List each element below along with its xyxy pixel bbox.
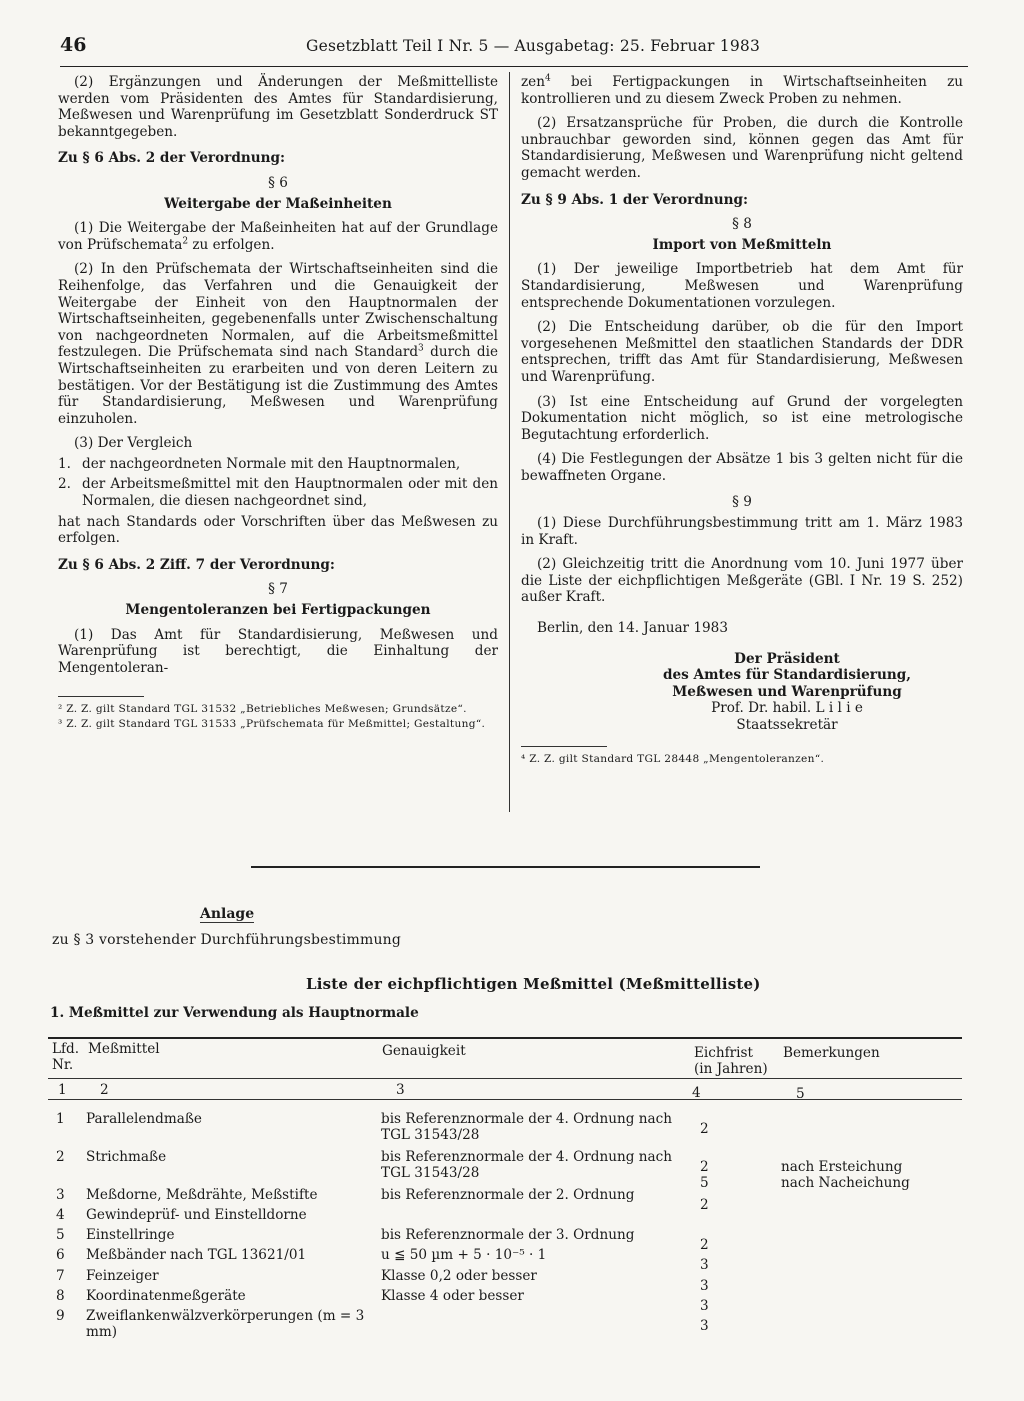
column-number: 4 <box>692 1085 701 1101</box>
paragraph-7-1-cont <box>521 74 963 107</box>
paragraph-6-3-cont: hat nach Standards oder Vorschriften über das Meßwesen zu erfolgen. <box>58 513 498 547</box>
paragraph-8-3: (3) Ist eine Entscheidung auf Grund der vorgelegten Dokumentation nicht möglich, so ist eine metrologische Begutachtung erforderlich. <box>521 393 963 443</box>
instrument-name: Meßbänder nach TGL 13621/01 <box>86 1247 307 1263</box>
paragraph-7-1: (1) Das Amt für Standardisierung, Meßwesen und Warenprüfung ist berechtigt, die Einhaltung der Mengentoleran- <box>58 626 498 676</box>
list-title: Liste der eichpflichtigen Meßmittel (Meßmittelliste) <box>306 975 761 993</box>
calibration-period: 3 <box>700 1257 709 1273</box>
page-header <box>60 32 968 67</box>
calibration-period: 2 <box>700 1121 709 1137</box>
list-item <box>58 456 498 473</box>
footnote-3: ³ Z. Z. gilt Standard TGL 31533 „Prüfschemata für Meßmittel; Gestaltung“. <box>58 718 486 731</box>
column-number: 5 <box>796 1086 805 1102</box>
annex-separator <box>251 866 760 868</box>
header-title: Gesetzblatt Teil I Nr. 5 — Ausgabetag: 25. Februar 1983 <box>306 37 761 55</box>
list-text: der Arbeitsmeßmittel mit den Hauptnormalen oder mit den Normalen, die diesen nachgeordnet sind, <box>82 476 498 510</box>
footnote-ref-2: 2 <box>182 236 189 247</box>
instrument-name: Zweiflankenwälzverkörperungen (m = 3 mm) <box>86 1308 365 1340</box>
calibration-period: 3 <box>700 1318 709 1334</box>
section-number-6: § 6 <box>268 174 288 191</box>
row-number: 4 <box>56 1207 65 1223</box>
paragraph-6-2 <box>58 261 498 427</box>
calibration-period: 2 5 <box>700 1159 709 1191</box>
row-number: 3 <box>56 1187 65 1203</box>
accuracy: bis Referenznormale der 4. Ordnung nach TGL 31543/28 <box>381 1149 673 1181</box>
table-rule <box>48 1099 962 1100</box>
signature-line: des Amtes für Standardisierung, <box>663 667 911 684</box>
reference-heading-7: Zu § 6 Abs. 2 Ziff. 7 der Verordnung: <box>58 556 335 573</box>
signature-name: Prof. Dr. habil. L i l i e <box>711 700 863 717</box>
text: bei Fertigpackungen in Wirtschaftseinheiten zu kontrollieren und zu diesem Zweck Proben zu nehmen. <box>521 74 963 107</box>
paragraph-amendments: (2) Ergänzungen und Änderungen der Meßmittelliste werden vom Präsidenten des Amtes für Standardisierung, Meßwesen und Warenprüfung im Gesetzblatt Sonderdruck ST bekanntgegeben. <box>58 74 498 140</box>
accuracy: bis Referenznormale der 2. Ordnung <box>381 1187 635 1203</box>
instrument-name: Meßdorne, Meßdrähte, Meßstifte <box>86 1187 318 1203</box>
table-rule <box>48 1078 962 1079</box>
header-lfd <box>52 1041 79 1073</box>
text: Eichfrist <box>694 1045 753 1061</box>
calibration-period: 3 <box>700 1278 709 1294</box>
accuracy: bis Referenznormale der 4. Ordnung nach TGL 31543/28 <box>381 1111 673 1143</box>
instrument-name: Strichmaße <box>86 1149 167 1165</box>
annex-reference: zu § 3 vorstehender Durchführungsbestimmung <box>52 932 402 948</box>
accuracy: bis Referenznormale der 3. Ordnung <box>381 1227 635 1243</box>
footnote-2: ² Z. Z. gilt Standard TGL 31532 „Betriebliches Meßwesen; Grundsätze“. <box>58 703 467 716</box>
paragraph-6-1 <box>58 220 498 253</box>
paragraph-9-1: (1) Diese Durchführungsbestimmung tritt am 1. März 1983 in Kraft. <box>521 515 963 548</box>
column-number: 1 <box>58 1082 67 1098</box>
signature-rank: Staatssekretär <box>736 717 838 733</box>
text: 1. Meßmittel zur Verwendung als Hauptnormale <box>50 1005 419 1021</box>
paragraph-6-3: (3) Der Vergleich <box>74 435 193 452</box>
row-number: 8 <box>56 1288 65 1304</box>
instrument-name: Parallelendmaße <box>86 1111 202 1127</box>
accuracy: Klasse 0,2 oder besser <box>381 1268 537 1284</box>
place-date: Berlin, den 14. Januar 1983 <box>537 620 728 637</box>
section-number-8: § 8 <box>732 216 752 233</box>
signature-line: Der Präsident <box>734 650 840 667</box>
page-number: 46 <box>60 34 87 56</box>
text: Nr. <box>52 1057 74 1073</box>
left-column <box>58 74 498 733</box>
text: durch die Wirtschaftseinheiten zu erarbeiten und von deren Leitern zu bestätigen. Vor der Bestätigung ist die Zustimmung des Amtes für Standardisierung, Meßwesen und Warenprüfung einzuholen. <box>58 344 499 427</box>
calibration-period: 2 <box>700 1237 709 1253</box>
instrument-name: Koordinatenmeßgeräte <box>86 1288 246 1304</box>
row-number: 1 <box>56 1111 65 1127</box>
section-number-7: § 7 <box>268 581 288 598</box>
remark: nach Ersteichung nach Nacheichung <box>781 1159 910 1191</box>
footnote-4: ⁴ Z. Z. gilt Standard TGL 28448 „Mengentoleranzen“. <box>521 752 825 765</box>
text: zen <box>521 74 545 90</box>
paragraph-7-2: (2) Ersatzansprüche für Proben, die durch die Kontrolle unbrauchbar geworden sind, können gegen das Amt für Standardisierung, Meßwesen und Warenprüfung nicht geltend gemacht werden. <box>521 115 963 181</box>
header-calibration-period <box>694 1045 768 1077</box>
list-number: 2. <box>58 476 71 493</box>
text: Lfd. <box>52 1041 80 1057</box>
calibration-period: 2 <box>700 1197 709 1213</box>
footnote-ref-4: 4 <box>544 73 551 84</box>
column-number: 3 <box>396 1082 405 1098</box>
row-number: 6 <box>56 1247 65 1263</box>
section-title-8: Import von Meßmitteln <box>652 236 832 253</box>
footnote-ref-3: 3 <box>418 343 424 354</box>
annex-label: Anlage <box>200 906 255 922</box>
header-measuring-instrument: Meßmittel <box>88 1041 160 1057</box>
list-item <box>58 476 498 509</box>
column-number: 2 <box>100 1082 109 1098</box>
list-number: 1. <box>58 455 71 472</box>
reference-heading-6: Zu § 6 Abs. 2 der Verordnung: <box>58 150 285 167</box>
section-title-7: Mengentoleranzen bei Fertigpackungen <box>125 602 431 619</box>
signature-block <box>611 651 963 734</box>
instrument-name: Einstellringe <box>86 1227 175 1243</box>
column-divider <box>509 72 510 812</box>
reference-heading-9: Zu § 9 Abs. 1 der Verordnung: <box>521 191 748 208</box>
text: zu erfolgen. <box>188 236 275 253</box>
paragraph-8-2: (2) Die Entscheidung darüber, ob die für den Import vorgesehenen Meßmittel den staatlichen Standards der DDR entsprechen, trifft das Amt für Standardisierung, Meßwesen und Warenprüfung. <box>521 319 963 385</box>
calibration-period: 3 <box>700 1298 709 1314</box>
footnote-rule <box>58 696 144 697</box>
text: (2) In den Prüfschemata der Wirtschaftseinheiten sind die Reihenfolge, das Verfahren und die Genauigkeit der Weitergabe der Einheit von den Hauptnormalen der Wirtschaftseinheiten, gegebenenfalls unter Zwischenschaltung von nachgeordneten Normalen, auf die Arbeitsmeßmittel festzulegen. Die Prüfschemata sind nach Standard <box>58 261 498 361</box>
instrument-name: Feinzeiger <box>86 1268 159 1284</box>
footnote-rule <box>521 746 607 747</box>
table-rule <box>48 1037 962 1039</box>
instrument-name: Gewindeprüf- und Einstelldorne <box>86 1207 307 1223</box>
section-title-6: Weitergabe der Maßeinheiten <box>164 195 392 212</box>
row-number: 7 <box>56 1268 65 1284</box>
header-accuracy: Genauigkeit <box>382 1043 466 1059</box>
right-column <box>521 74 963 768</box>
list-section-heading <box>50 1005 419 1021</box>
accuracy: u ≦ 50 µm + 5 · 10⁻⁵ · 1 <box>381 1247 547 1263</box>
paragraph-9-2: (2) Gleichzeitig tritt die Anordnung vom 10. Juni 1977 über die Liste der eichpflichtigen Meßgeräte (GBl. I Nr. 19 S. 252) außer Kraft. <box>521 556 963 606</box>
list-text: der nachgeordneten Normale mit den Hauptnormalen, <box>82 455 461 472</box>
section-number-9: § 9 <box>732 494 752 511</box>
header-remarks: Bemerkungen <box>783 1045 880 1061</box>
accuracy: Klasse 4 oder besser <box>381 1288 524 1304</box>
row-number: 5 <box>56 1227 65 1243</box>
signature-line: Meßwesen und Warenprüfung <box>672 683 902 700</box>
paragraph-8-4: (4) Die Festlegungen der Absätze 1 bis 3 gelten nicht für die bewaffneten Organe. <box>521 451 963 484</box>
row-number: 2 <box>56 1149 65 1165</box>
text: (1) Die Weitergabe der Maßeinheiten hat auf der Grundlage von Prüfschemata <box>58 220 498 253</box>
row-number: 9 <box>56 1308 65 1324</box>
paragraph-8-1: (1) Der jeweilige Importbetrieb hat dem Amt für Standardisierung, Meßwesen und Warenprüfung entsprechende Dokumentationen vorzulegen. <box>521 261 963 311</box>
text: (in Jahren) <box>694 1061 768 1077</box>
